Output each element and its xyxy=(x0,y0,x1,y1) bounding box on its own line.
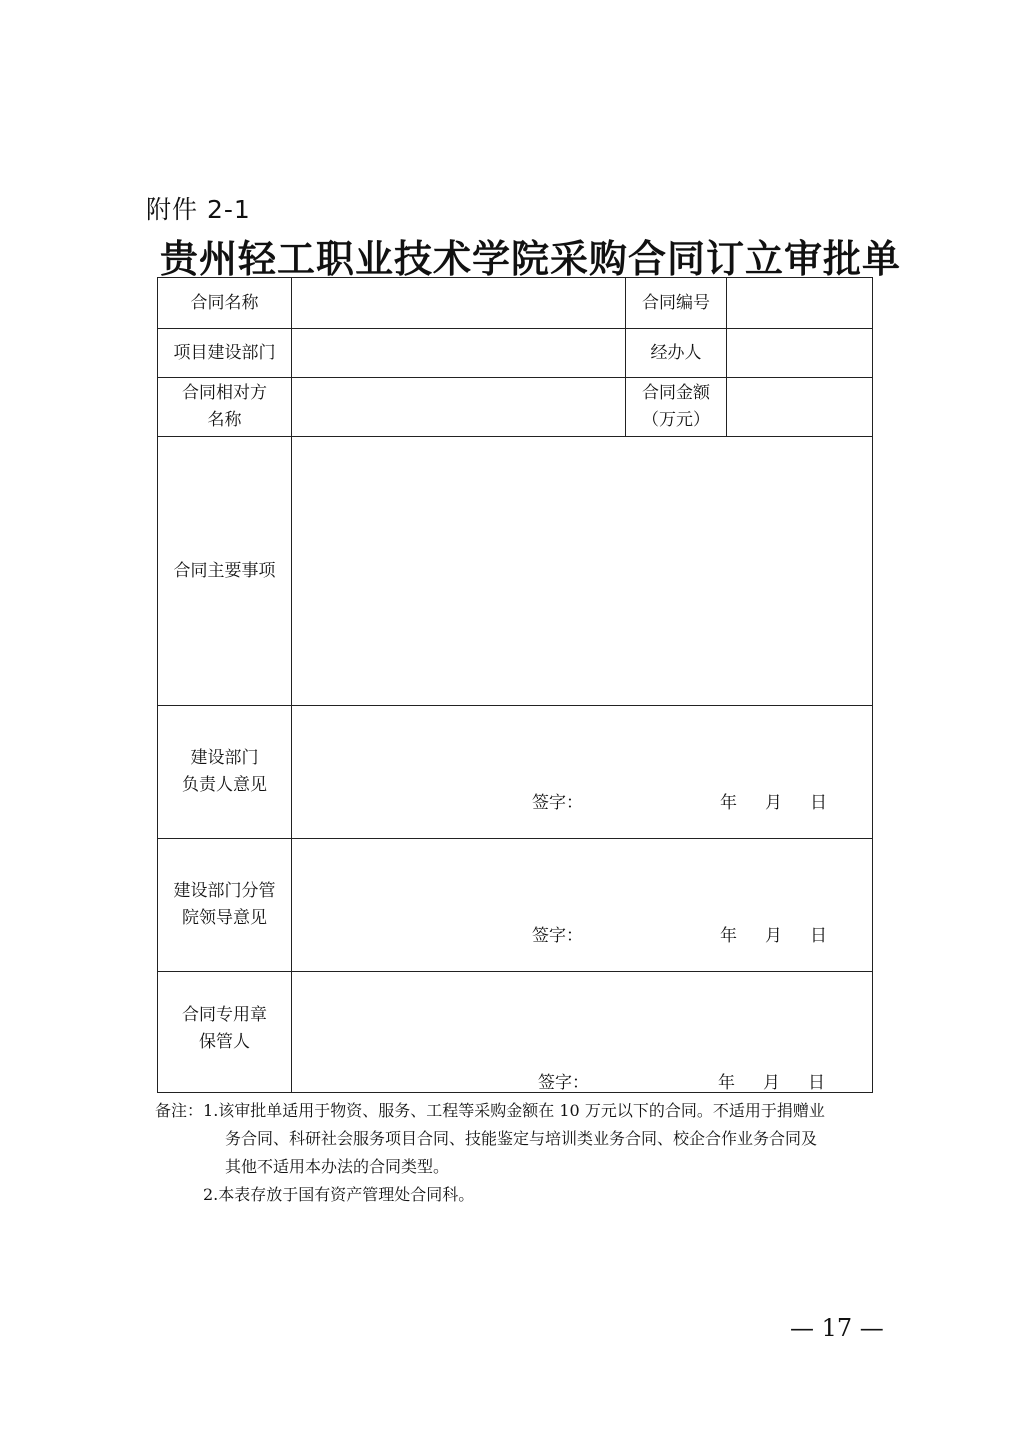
month-label: 月 xyxy=(765,926,782,946)
remarks-item-1: 1.该审批单适用于物资、服务、工程等采购金额在 10 万元以下的合同。不适用于捐赠业 xyxy=(203,1101,825,1120)
main-items-field[interactable] xyxy=(292,437,872,705)
contract-number-label: 合同编号 xyxy=(642,292,710,313)
leader-opinion-field[interactable] xyxy=(292,839,872,971)
contract-number-field[interactable] xyxy=(727,278,872,328)
main-items-label: 合同主要事项 xyxy=(173,560,276,581)
signature-label: 签字： xyxy=(532,793,583,813)
month-label: 月 xyxy=(765,793,782,813)
remarks-prefix: 备注： xyxy=(155,1101,204,1120)
contract-name-label: 合同名称 xyxy=(190,292,259,313)
remarks-item-2: 2.本表存放于国有资产管理处合同科。 xyxy=(203,1185,475,1204)
month-label: 月 xyxy=(763,1073,780,1093)
seal-keeper-label: 合同专用章 保管人 xyxy=(182,1005,267,1052)
dept-head-opinion-field[interactable] xyxy=(292,706,872,838)
counterparty-label: 合同相对方 名称 xyxy=(182,383,267,430)
handler-label: 经办人 xyxy=(650,342,702,363)
page-title: 贵州轻工职业技术学院采购合同订立审批单 xyxy=(160,236,902,281)
project-dept-field[interactable] xyxy=(292,329,625,377)
amount-field[interactable] xyxy=(727,378,872,436)
dept-head-opinion-label: 建设部门 负责人意见 xyxy=(182,748,267,795)
signature-label: 签字： xyxy=(532,926,583,946)
remarks xyxy=(155,1097,900,1209)
handler-field[interactable] xyxy=(727,329,872,377)
day-label: 日 xyxy=(810,926,827,946)
page-number: — 17 — xyxy=(790,1314,884,1342)
year-label: 年 xyxy=(720,926,737,946)
project-dept-label: 项目建设部门 xyxy=(173,342,276,363)
attachment-label: 附件 2-1 xyxy=(146,195,251,224)
leader-opinion-label: 建设部门分管 院领导意见 xyxy=(173,881,276,928)
remarks-item-1-cont: 务合同、科研社会服务项目合同、技能鉴定与培训类业务合同、校企合作业务合同及 xyxy=(225,1129,818,1148)
day-label: 日 xyxy=(810,793,827,813)
remarks-item-1-cont: 其他不适用本办法的合同类型。 xyxy=(225,1157,450,1176)
year-label: 年 xyxy=(720,793,737,813)
approval-form-table xyxy=(157,277,873,1093)
day-label: 日 xyxy=(808,1073,825,1093)
amount-label: 合同金额 （万元） xyxy=(642,383,710,430)
year-label: 年 xyxy=(718,1073,735,1093)
counterparty-field[interactable] xyxy=(292,378,625,436)
signature-label: 签字： xyxy=(538,1073,589,1093)
contract-name-field[interactable] xyxy=(292,278,625,328)
